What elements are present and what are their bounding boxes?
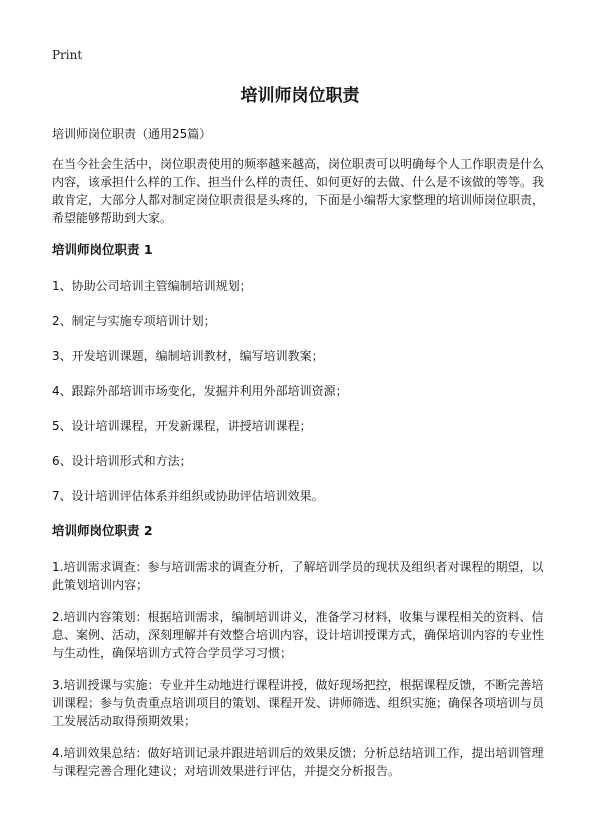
section-1-item: 5、设计培训课程，开发新课程，讲授培训课程；	[52, 419, 312, 433]
section-2-item: 3.培训授课与实施：专业并生动地进行课程讲授，做好现场把控，根据课程反馈，不断完善培训课程；参与负责重点培训项目的策划、课程开发、讲师筛选、组织实施；确保各项培训与员工发展活动取得预期效果；	[52, 678, 545, 728]
document-subtitle: 培训师岗位职责（通用25篇）	[52, 127, 212, 141]
intro-paragraph: 在当今社会生活中，岗位职责使用的频率越来越高，岗位职责可以明确每个人工作职责是什么内容，该承担什么样的工作、担当什么样的责任、如何更好的去做、什么是不该做的等等。我敢肯定，大部分人都对制定岗位职责很是头疼的，下面是小编帮大家整理的培训师岗位职责，希望能够帮助到大家。	[52, 157, 545, 225]
section-1-item: 6、设计培训形式和方法；	[52, 454, 192, 468]
section-1-item: 4、跟踪外部培训市场变化，发掘并利用外部培训资源；	[52, 384, 348, 398]
section-2-heading: 培训师岗位职责 2	[52, 523, 153, 538]
section-1-item: 3、开发培训课题，编制培训教材，编写培训教案；	[52, 349, 324, 363]
section-1-item: 7、设计培训评估体系并组织或协助评估培训效果。	[52, 489, 324, 503]
document-title: 培训师岗位职责	[240, 86, 360, 106]
section-1-heading: 培训师岗位职责 1	[52, 242, 153, 257]
section-2-item: 2.培训内容策划：根据培训需求，编制培训讲义，准备学习材料，收集与课程相关的资料、信息、案例、活动，深刻理解并有效整合培训内容，设计培训授课方式，确保培训内容的专业性与生动性，确保培训方式符合学员学习习惯；	[52, 610, 545, 660]
section-2-item: 1.培训需求调查：参与培训需求的调查分析，了解培训学员的现状及组织者对课程的期望，以此策划培训内容；	[52, 560, 544, 592]
section-1-item: 1、协助公司培训主管编制培训规划；	[52, 279, 252, 293]
section-2-item: 4.培训效果总结：做好培训记录并跟进培训后的效果反馈；分析总结培训工作，提出培训管理与课程完善合理化建议；对培训效果进行评估，并提交分析报告。	[52, 746, 544, 778]
print-link[interactable]: Print	[52, 48, 83, 62]
section-1-item: 2、制定与实施专项培训计划；	[52, 314, 216, 328]
